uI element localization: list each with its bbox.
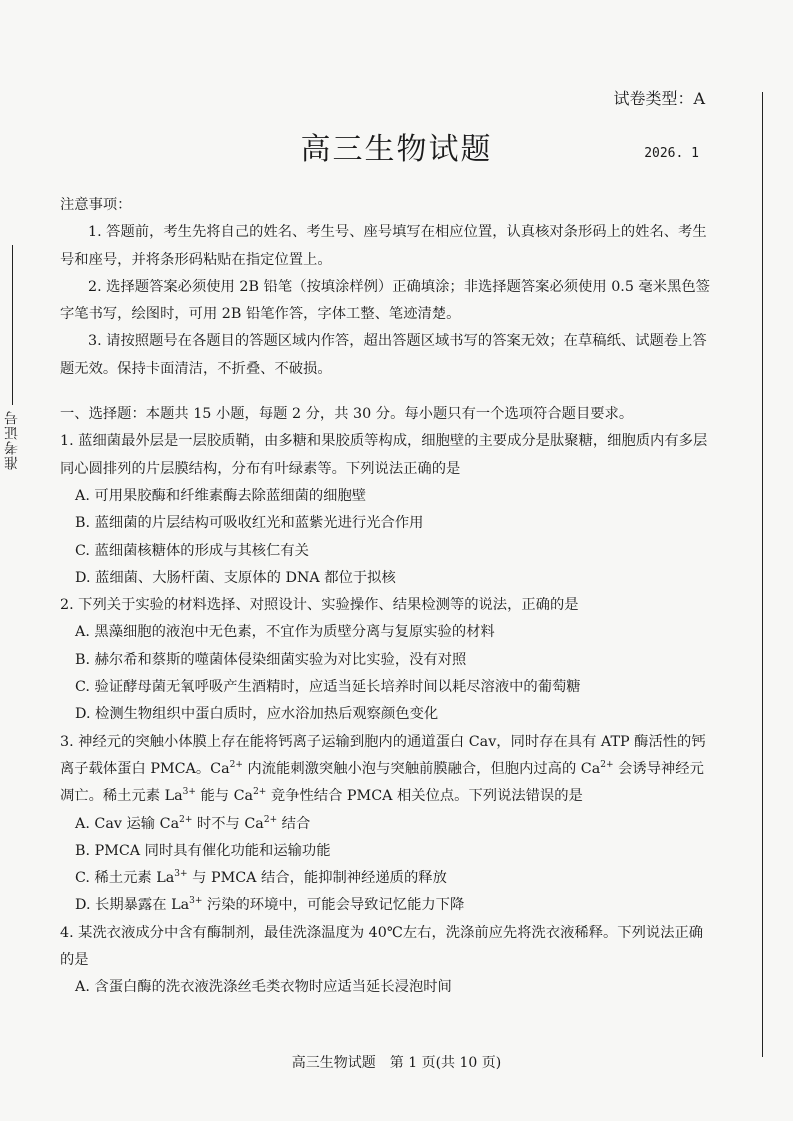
question-1-stem: 1. 蓝细菌最外层是一层胶质鞘，由多糖和果胶质等构成，细胞壁的主要成分是肽聚糖，细胞质内有多层同心圆排列的片层膜结构，分布有叶绿素等。下列说法正确的是 [60,433,708,477]
section-heading: 一、选择题：本题共 15 小题，每题 2 分，共 30 分。每小题只有一个选项符合题目要求。 [60,406,634,423]
exam-date: 2026. 1 [644,146,699,161]
question-2-option: C. 验证酵母菌无氧呼吸产生酒精时，应适当延长培养时间以耗尽溶液中的葡萄糖 [75,679,581,696]
notice-item: 2. 选择题答案必须使用 2B 铅笔（按填涂样例）正确填涂；非选择题答案必须使用 0.5 毫米黑色签字笔书写，绘图时，可用 2B 铅笔作答，字体工整、笔迹清楚。 [60,278,710,323]
exam-content [60,192,715,1002]
question-1-option: B. 蓝细菌的片层结构可吸收红光和蓝紫光进行光合作用 [75,515,424,532]
question-4-option: A. 含蛋白酶的洗衣液洗涤丝毛类衣物时应适当延长浸泡时间 [75,979,452,996]
question-1-option: D. 蓝细菌、大肠杆菌、支原体的 DNA 都位于拟核 [75,569,396,586]
left-margin-line [12,245,13,405]
notice-item: 3. 请按照题号在各题目的答题区域内作答，超出答题区域书写的答案无效；在草稿纸、试题卷上答题无效。保持卡面清洁，不折叠、不破损。 [60,333,707,377]
question-3-option: B. PMCA 同时具有催化功能和运输功能 [75,842,331,859]
question-1-option: C. 蓝细菌核糖体的形成与其核仁有关 [75,542,309,559]
page-footer: 高三生物试题 第 1 页(共 10 页) [291,1055,502,1071]
question-3-option: D. 长期暴露在 $La^{3+}$ 污染的环境中，可能会导致记忆能力下降 [75,896,465,914]
question-2-option: D. 检测生物组织中蛋白质时，应水浴加热后观察颜色变化 [75,706,439,723]
question-2-option: B. 赫尔希和蔡斯的噬菌体侵染细菌实验为对比实验，没有对照 [75,651,467,668]
paper-type: 试卷类型：A [613,89,705,108]
question-3-option: A. Cav 运输 $Ca^{2+}$ 时不与 $Ca^{2+}$ 结合 [75,814,311,832]
notice-item: 1. 答题前，考生先将自己的姓名、考生号、座号填写在相应位置，认真核对条形码上的姓名、考生号和座号，并将条形码粘贴在指定位置上。 [60,224,707,268]
question-3-stem: 3. 神经元的突触小体膜上存在能将钙离子运输到胞内的通道蛋白 Cav，同时存在具有 ATP 酶活性的钙离子载体蛋白 PMCA。$Ca^{2+}$ 内流能刺激突触小泡与突触前膜融合，但胞内过高的 $Ca^{2+}$ 会诱导神经元凋亡。稀土元素 $La^{3+}$ 能与 $Ca^{2+}$ 竞争性结合 PMCA 相关位点。下列说法错误的是 [60,733,706,805]
right-margin-rule [762,92,763,1057]
question-3-option: C. 稀土元素 $La^{3+}$ 与 PMCA 结合，能抑制神经递质的释放 [75,869,447,887]
notice-title: 注意事项： [60,197,132,213]
page-title: 高三生物试题 [300,132,493,167]
question-1-option: A. 可用果胶酶和纤维素酶去除蓝细菌的细胞壁 [75,487,367,504]
question-2-option: A. 黑藻细胞的液泡中无色素，不宜作为质壁分离与复原实验的材料 [75,624,495,641]
side-label: 准考证号 [4,410,20,470]
question-4-stem: 4. 某洗衣液成分中含有酶制剂，最佳洗涤温度为 40℃左右，洗涤前应先将洗衣液稀释。下列说法正确的是 [60,924,704,969]
question-2-stem: 2. 下列关于实验的材料选择、对照设计、实验操作、结果检测等的说法，正确的是 [60,597,579,614]
